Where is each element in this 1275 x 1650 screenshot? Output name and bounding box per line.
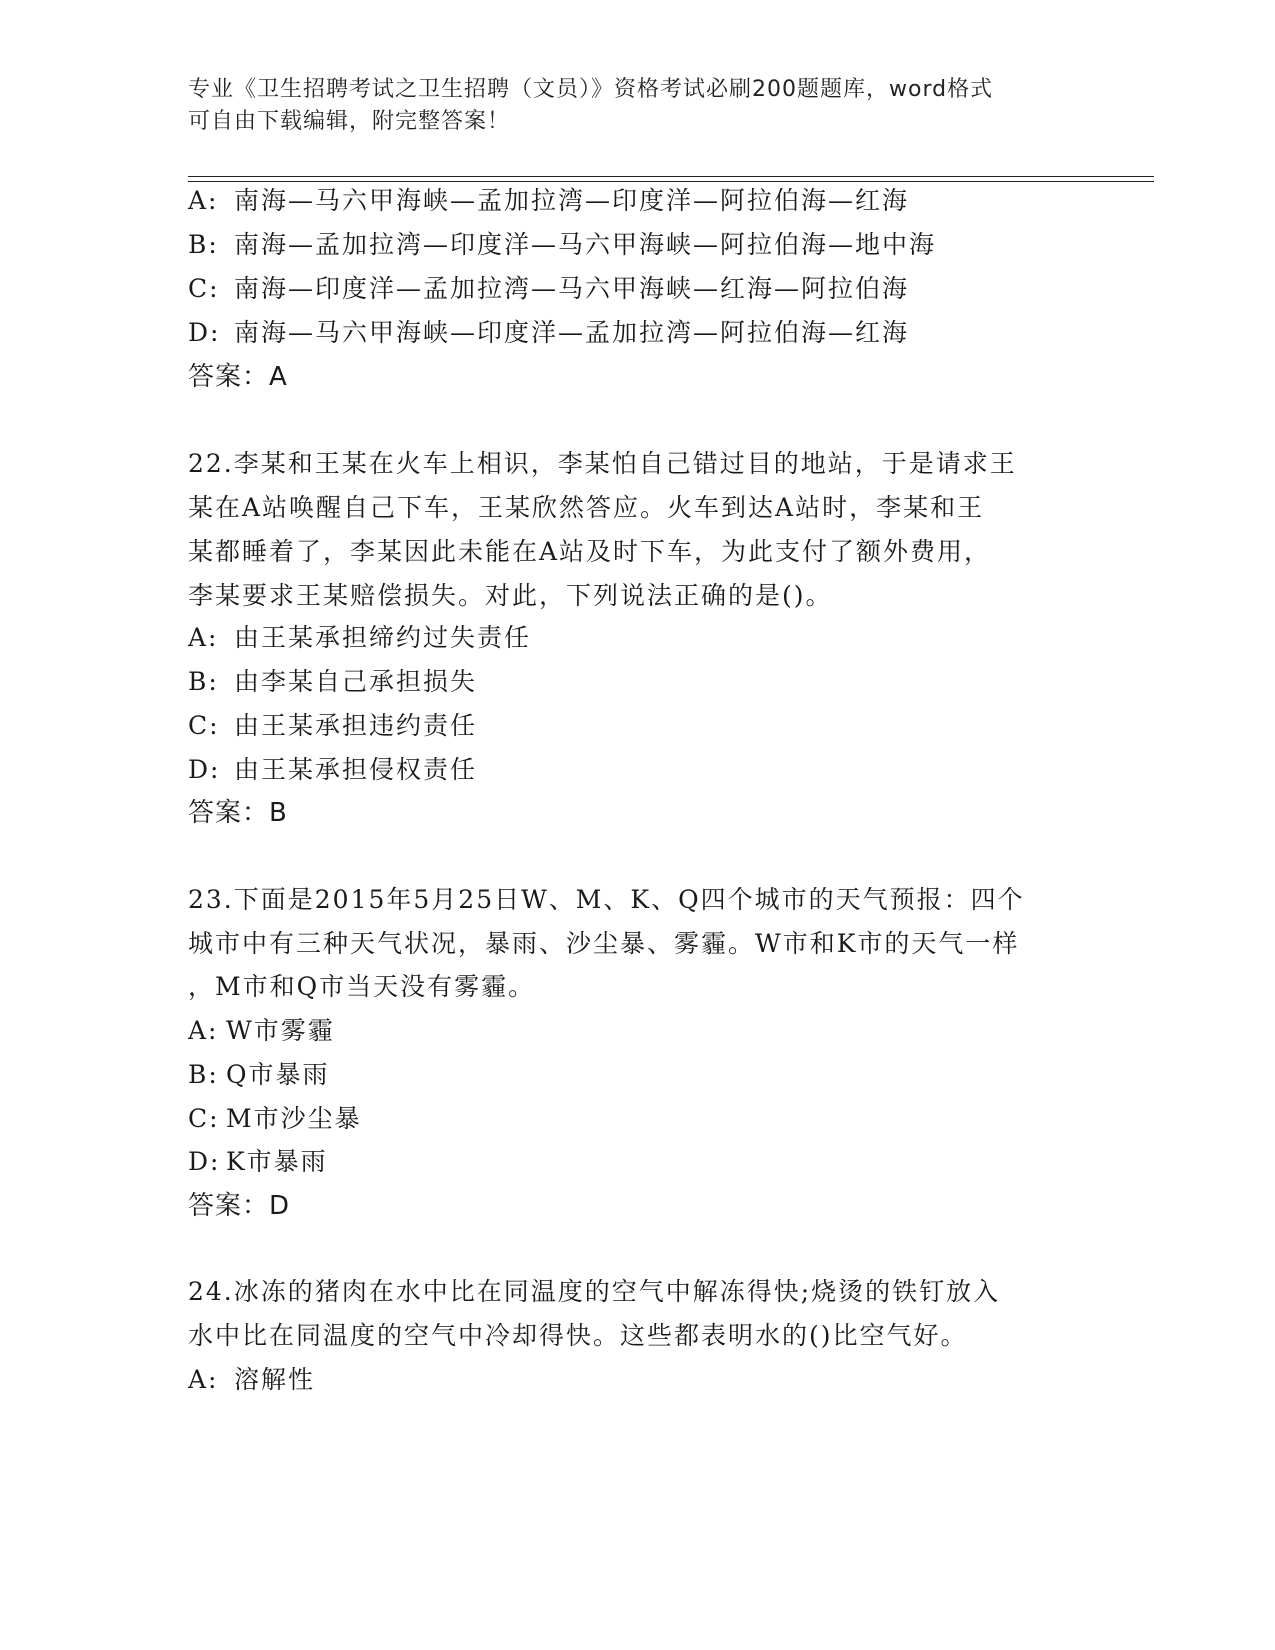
option-text: M市沙尘暴	[226, 1104, 362, 1133]
q22-stem-line-3: 某都睡着了，李某因此未能在A站及时下车，为此支付了额外费用，	[188, 537, 992, 566]
header-title-line-2: 可自由下载编辑，附完整答案！	[188, 109, 511, 134]
option-text: 南海—孟加拉湾—印度洋—马六甲海峡—阿拉伯海—地中海	[234, 230, 937, 259]
q24-stem-line-1: 24.冰冻的猪肉在水中比在同温度的空气中解冻得快;烧烫的铁钉放入	[188, 1277, 1001, 1306]
option-text: K市暴雨	[226, 1147, 328, 1176]
option-label: A:	[188, 186, 219, 215]
q21-option-a	[188, 186, 909, 216]
option-label: B:	[188, 667, 219, 696]
q23-stem-line-3: ，M市和Q市当天没有雾霾。	[188, 972, 536, 1001]
option-text: 南海—印度洋—孟加拉湾—马六甲海峡—红海—阿拉伯海	[234, 274, 910, 303]
q24-stem-line-2: 水中比在同温度的空气中冷却得快。这些都表明水的()比空气好。	[188, 1321, 968, 1350]
q22-option-d	[188, 755, 477, 785]
option-text: 南海—马六甲海峡—印度洋—孟加拉湾—阿拉伯海—红海	[234, 318, 910, 347]
q23-stem-line-1: 23.下面是2015年5月25日W、M、K、Q四个城市的天气预报：四个	[188, 885, 1025, 914]
header-title-line-1: 专业《卫生招聘考试之卫生招聘（文员）》资格考试必刷200题题库，word格式	[188, 77, 994, 102]
q21-option-c	[188, 274, 909, 304]
option-label: A:	[188, 1016, 219, 1045]
option-label: D:	[188, 1147, 221, 1176]
option-label: B:	[188, 1060, 219, 1089]
q21-option-d	[188, 318, 909, 348]
option-text: 溶解性	[234, 1365, 316, 1394]
option-label: A:	[188, 623, 219, 652]
q23-answer: 答案：D	[188, 1191, 291, 1221]
q22-option-a	[188, 623, 531, 653]
option-label: D:	[188, 318, 221, 347]
option-label: D:	[188, 755, 221, 784]
q23-option-b	[188, 1060, 330, 1090]
q21-option-b	[188, 230, 936, 260]
option-text: 南海—马六甲海峡—孟加拉湾—印度洋—阿拉伯海—红海	[234, 186, 910, 215]
option-label: B:	[188, 230, 219, 259]
q22-answer: 答案：B	[188, 798, 288, 828]
option-label: C:	[188, 274, 220, 303]
q22-stem-line-1: 22.李某和王某在火车上相识，李某怕自己错过目的地站，于是请求王	[188, 449, 1017, 478]
option-text: Q市暴雨	[226, 1060, 330, 1089]
option-text: 由王某承担缔约过失责任	[234, 623, 532, 652]
q23-stem-line-2: 城市中有三种天气状况，暴雨、沙尘暴、雾霾。W市和K市的天气一样	[188, 929, 1020, 958]
q24-option-a	[188, 1365, 315, 1395]
option-label: C:	[188, 1104, 220, 1133]
q23-option-c	[188, 1104, 362, 1134]
option-text: 由王某承担侵权责任	[234, 755, 478, 784]
q22-option-c	[188, 711, 477, 741]
header-rule-bottom	[188, 181, 1154, 182]
q21-answer: 答案：A	[188, 362, 288, 392]
q22-stem-line-2: 某在A站唤醒自己下车，王某欣然答应。火车到达A站时，李某和王	[188, 493, 985, 522]
q22-option-b	[188, 667, 477, 697]
q23-option-a	[188, 1016, 335, 1046]
header-rule-top	[188, 176, 1154, 177]
option-label: A:	[188, 1365, 219, 1394]
option-text: 由王某承担违约责任	[234, 711, 478, 740]
option-text: 由李某自己承担损失	[234, 667, 478, 696]
q23-option-d	[188, 1147, 328, 1177]
option-text: W市雾霾	[226, 1016, 335, 1045]
document-header	[188, 74, 1068, 138]
q22-stem-line-4: 李某要求王某赔偿损失。对此，下列说法正确的是()。	[188, 581, 833, 610]
option-label: C:	[188, 711, 220, 740]
